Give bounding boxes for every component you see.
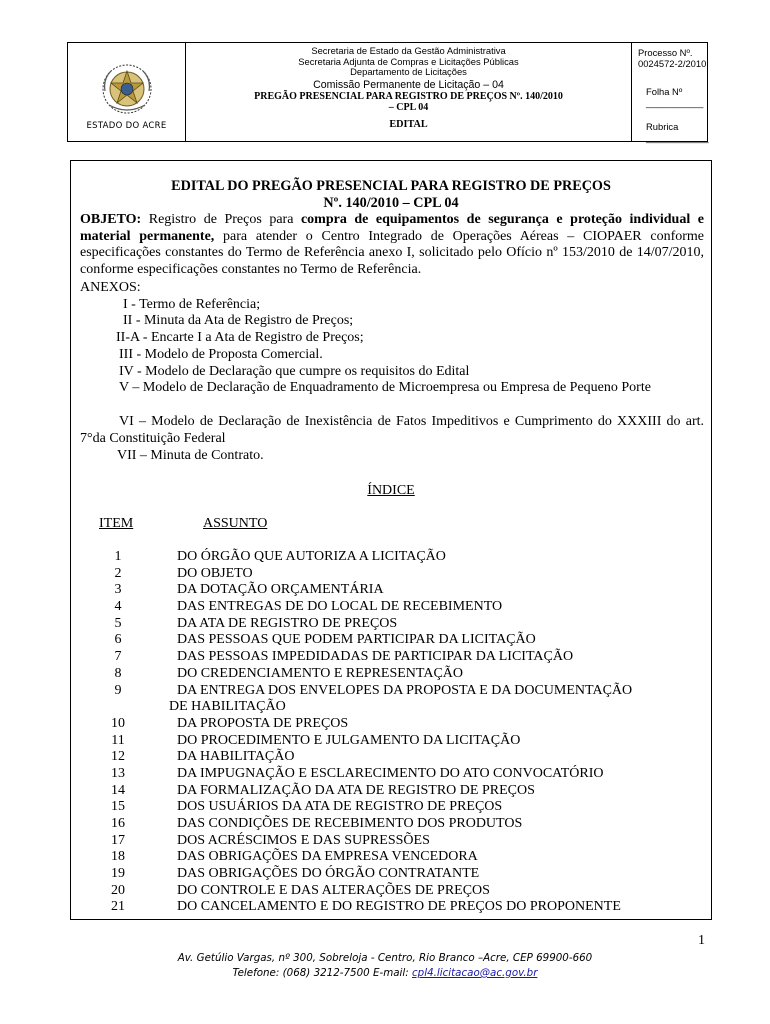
indice-item-title: DAS OBRIGAÇÕES DA EMPRESA VENCEDORA xyxy=(177,849,478,865)
indice-row xyxy=(70,733,710,750)
indice-item-title: DA PROPOSTA DE PREÇOS xyxy=(177,715,349,731)
header-comissao: Comissão Permanente de Licitação – 04 xyxy=(313,78,504,91)
indice-item-number: 21 xyxy=(111,899,125,915)
document-header xyxy=(67,42,708,142)
indice-item-number: 16 xyxy=(111,816,125,831)
indice-item-number: 3 xyxy=(114,582,122,598)
indice-row xyxy=(70,632,710,649)
objeto-paragraph xyxy=(80,212,704,278)
indice-item-number: 5 xyxy=(114,615,122,631)
indice-item-title: DA DOTAÇÃO ORÇAMENTÁRIA xyxy=(177,582,384,598)
indice-item-title: DO OBJETO xyxy=(177,565,253,581)
footer-email-link[interactable]: cpl4.licitacao@ac.gov.br xyxy=(412,967,538,979)
indice-item-number: 20 xyxy=(111,882,125,898)
indice-row xyxy=(70,783,710,800)
anexo-iv: IV - Modelo de Declaração que cumpre os requisitos do Edital xyxy=(119,364,470,379)
indice-item-title: DAS PESSOAS IMPEDIDADAS DE PARTICIPAR DA LICITAÇÃO xyxy=(177,649,574,665)
indice-row xyxy=(70,883,710,900)
anexo-ii: II - Minuta da Ata de Registro de Preços; xyxy=(123,313,354,328)
indice-item-number: 14 xyxy=(111,782,125,798)
indice-col-item: ITEM xyxy=(99,516,134,531)
header-departamento: Departamento de Licitações xyxy=(350,66,467,78)
footer-contact xyxy=(0,966,770,981)
indice-item-number: 2 xyxy=(114,565,122,581)
indice-row xyxy=(70,816,710,833)
processo-number: Processo Nº. 0024572-2/2010 xyxy=(638,47,707,69)
objeto-bold-text: compra de equipamentos de segurança e proteção individual e material permanente, xyxy=(80,212,704,244)
indice-row xyxy=(70,849,710,866)
indice-row xyxy=(70,582,710,599)
anexo-ii-a: II-A - Encarte I a Ata de Registro de Preços; xyxy=(116,330,364,345)
indice-row xyxy=(70,549,710,566)
indice-item-title-cont: DE HABILITAÇÃO xyxy=(169,699,286,715)
header-edital: EDITAL xyxy=(389,118,428,130)
anexo-i: I - Termo de Referência; xyxy=(123,297,261,312)
anexos-label: ANEXOS: xyxy=(80,280,141,295)
rubrica-field: Rubrica ____________ xyxy=(646,121,709,143)
indice-item-title: DO CONTROLE E DAS ALTERAÇÕES DE PREÇOS xyxy=(177,882,490,898)
anexo-vii: VII – Minuta de Contrato. xyxy=(117,448,264,463)
indice-item-number: 6 xyxy=(114,632,122,648)
indice-row xyxy=(70,666,710,683)
footer-address: Av. Getúlio Vargas, nº 300, Sobreloja - Centro, Rio Branco –Acre, CEP 69900-660 xyxy=(177,952,593,964)
indice-item-title: DO CANCELAMENTO E DO REGISTRO DE PREÇOS DO PROPONENTE xyxy=(177,899,621,915)
indice-row xyxy=(70,899,710,916)
indice-item-title: DAS ENTREGAS DE DO LOCAL DE RECEBIMENTO xyxy=(177,599,503,615)
header-secretaria-adjunta: Secretaria Adjunta de Compras e Licitações Públicas xyxy=(298,55,519,67)
indice-item-number: 9 xyxy=(114,682,122,698)
indice-item-number: 11 xyxy=(111,732,125,748)
indice-item-number: 4 xyxy=(114,599,122,615)
indice-item-title: DA ATA DE REGISTRO DE PREÇOS xyxy=(177,615,398,631)
page-footer xyxy=(0,951,770,981)
indice-item-title: DO ÓRGÃO QUE AUTORIZA A LICITAÇÃO xyxy=(177,549,446,564)
anexo-v: V – Modelo de Declaração de Enquadramento de Microempresa ou Empresa de Pequeno Porte xyxy=(119,380,651,395)
objeto-label: OBJETO: xyxy=(80,212,142,227)
indice-list xyxy=(70,549,710,916)
page-number: 1 xyxy=(698,933,705,948)
state-seal-icon xyxy=(101,61,153,117)
indice-row xyxy=(70,749,710,766)
indice-item-title: DAS OBRIGAÇÕES DO ÓRGÃO CONTRATANTE xyxy=(177,866,480,882)
indice-item-title: DA ENTREGA DOS ENVELOPES DA PROPOSTA E DA DOCUMENTAÇÃO xyxy=(177,682,633,698)
indice-item-title: DA HABILITAÇÃO xyxy=(177,749,295,765)
indice-row xyxy=(70,566,710,583)
indice-row-continuation xyxy=(70,699,710,716)
indice-row xyxy=(70,766,710,783)
indice-item-number: 17 xyxy=(111,832,125,848)
indice-item-title: DOS ACRÉSCIMOS E DAS SUPRESSÕES xyxy=(177,832,430,848)
indice-item-number: 10 xyxy=(111,715,125,731)
indice-item-number: 19 xyxy=(111,866,125,882)
objeto-text-a: Registro de Preços para xyxy=(141,212,301,227)
indice-item-title: DA FORMALIZAÇÃO DA ATA DE REGISTRO DE PREÇOS xyxy=(177,782,535,798)
anexo-iii: III - Modelo de Proposta Comercial. xyxy=(119,347,323,362)
indice-item-number: 15 xyxy=(111,799,125,815)
footer-phone: Telefone: (068) 3212-7500 E-mail: xyxy=(232,967,413,979)
document-title: EDITAL DO PREGÃO PRESENCIAL PARA REGISTRO DE PREÇOS xyxy=(171,178,611,194)
indice-title: ÍNDICE xyxy=(367,483,415,498)
folha-field: Folha Nº ___________ xyxy=(646,86,704,108)
seal-caption: ESTADO DO ACRE xyxy=(86,121,167,131)
indice-item-title: DAS CONDIÇÕES DE RECEBIMENTO DOS PRODUTOS xyxy=(177,816,523,831)
indice-item-title: DO CREDENCIAMENTO E REPRESENTAÇÃO xyxy=(177,665,464,681)
indice-row xyxy=(70,866,710,883)
indice-item-number: 1 xyxy=(114,549,122,564)
header-logo-cell xyxy=(68,43,186,141)
indice-item-number: 12 xyxy=(111,749,125,765)
indice-row xyxy=(70,833,710,850)
indice-row xyxy=(70,799,710,816)
objeto-text-b: para atender o Centro Integrado de Operações Aéreas – CIOPAER conforme especificações constantes do Termo de Referência anexo I, solicitado pelo Ofício nº 153/2010 de 14/07/2010, conforme especificações constantes no Termo de Referência. xyxy=(80,228,704,277)
header-pregao: PREGÃO PRESENCIAL PARA REGISTRO DE PREÇOS Nº. 140/2010 – CPL 04 xyxy=(254,90,563,113)
indice-item-number: 8 xyxy=(114,665,122,681)
indice-item-title: DO PROCEDIMENTO E JULGAMENTO DA LICITAÇÃO xyxy=(177,732,521,748)
header-title-cell xyxy=(186,43,632,141)
header-process-cell xyxy=(632,43,707,141)
anexo-vi: VI – Modelo de Declaração de Inexistência de Fatos Impeditivos e Cumprimento do XXXIII do art. 7°da Constituição Federal xyxy=(80,414,704,446)
header-secretaria: Secretaria de Estado da Gestão Administrativa xyxy=(311,45,506,56)
indice-item-number: 7 xyxy=(114,649,122,665)
indice-row xyxy=(70,599,710,616)
indice-row xyxy=(70,649,710,666)
indice-item-title: DA IMPUGNAÇÃO E ESCLARECIMENTO DO ATO CONVOCATÓRIO xyxy=(177,765,604,781)
indice-col-assunto: ASSUNTO xyxy=(203,516,268,531)
indice-row xyxy=(70,716,710,733)
indice-row xyxy=(70,616,710,633)
indice-row xyxy=(70,683,710,700)
indice-item-number: 13 xyxy=(111,765,125,781)
indice-item-title: DOS USUÁRIOS DA ATA DE REGISTRO DE PREÇOS xyxy=(177,799,503,815)
indice-item-title: DAS PESSOAS QUE PODEM PARTICIPAR DA LICITAÇÃO xyxy=(177,632,536,648)
indice-item-number: 18 xyxy=(111,849,125,865)
document-subtitle: Nº. 140/2010 – CPL 04 xyxy=(323,195,459,211)
indice-heading xyxy=(70,483,712,499)
